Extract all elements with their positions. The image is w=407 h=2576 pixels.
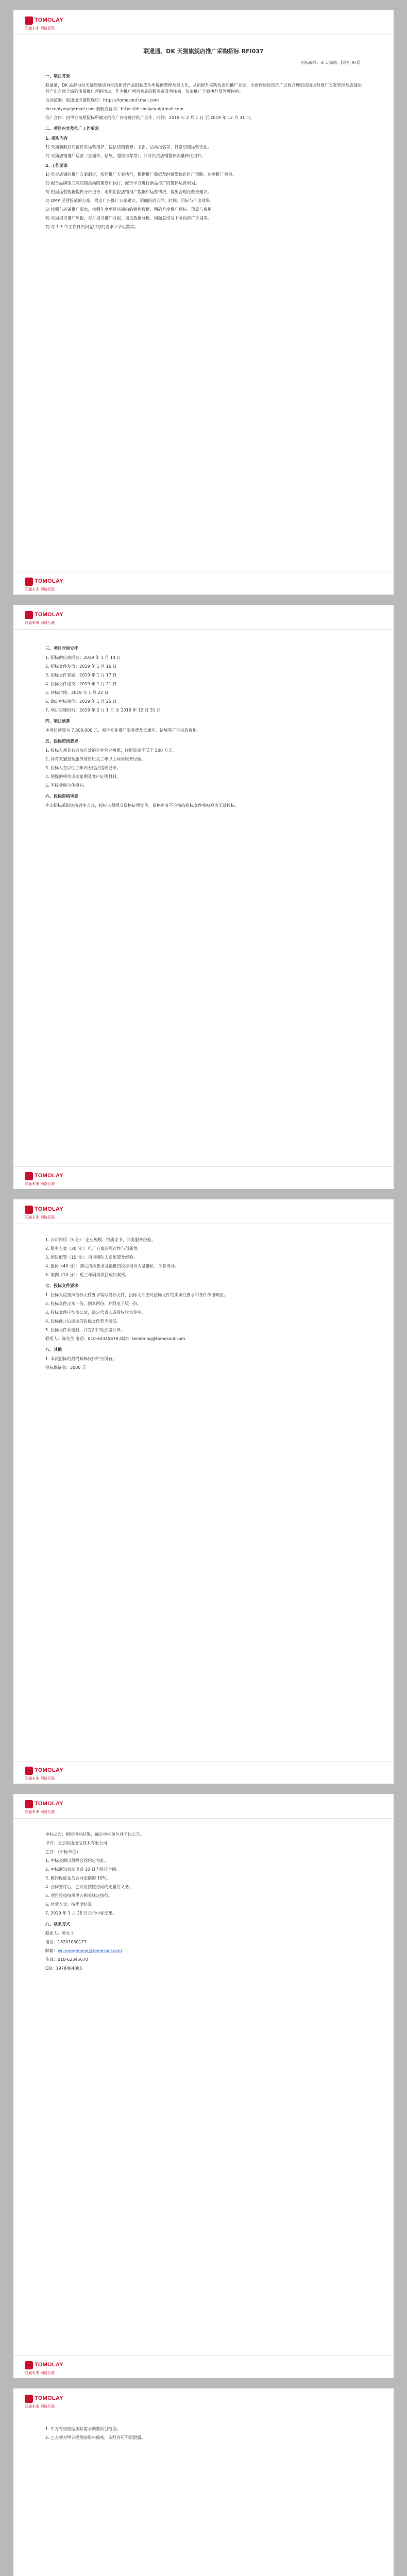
list-item: 1. 中标金额以最终合同约定为准。: [45, 1858, 109, 1863]
paragraph: 中标公告：根据招标结果，确定中标单位并予以公告。: [45, 1832, 144, 1837]
brand-logo: TOMOLAY 联通未来 网络互联: [25, 578, 63, 591]
paragraph: drcsonlyequiptmall.com 旗舰店官网：https://dcsonlyequiptmall.com: [45, 107, 184, 111]
list-item: 2. 中标通知书发出后 30 日内签订合同。: [45, 1867, 121, 1872]
list-item: 2. 服务方案（30 分）：推广方案的可行性与创新性。: [45, 1246, 142, 1251]
list-item: 5. 不接受联合体投标。: [45, 783, 88, 788]
list-item: 1. 公司资质（5 分）：企业规模、资质证书、同类服务经验。: [45, 1238, 156, 1242]
list-item: 乙方：（中标单位）: [45, 1850, 80, 1854]
list-item: 6. 确定中标单位：2019 年 1 月 25 日: [45, 699, 117, 704]
logo-mark-icon: [25, 578, 33, 586]
list-item: 4. 报价（40 分）：满足招标要求且最低的投标报价为基准价，计算得分。: [45, 1264, 179, 1268]
brand-logo: TOMOLAY 联通未来 网络互联: [25, 1173, 63, 1186]
brand-logo: TOMOLAY 联通未来 网络互联: [25, 1206, 63, 1219]
list-item: 甲方：北京联通通信技术有限公司: [45, 1841, 107, 1845]
section-heading: 四、项目预算: [45, 719, 70, 723]
list-item: 5. 评标时间：2019 年 1 月 22 日: [45, 690, 109, 695]
list-item: 4. 须提供相关成功案例及客户证明材料。: [45, 774, 121, 779]
list-item: 1) 负责店铺的推广方案制定，按照推广方案执行，根据推广数据及时调整优化推广策略，达到推广效果。: [45, 172, 236, 177]
page-header: [13, 1199, 394, 1224]
document-title: 联通通、DK 天猫旗舰店推广采购招标 RFI037: [143, 48, 264, 55]
page-footer: [13, 1166, 394, 1189]
logo-mark-icon: [25, 2395, 33, 2403]
brand-logo: TOMOLAY 联通未来 网络互联: [25, 1767, 63, 1781]
contact-phone: 电话：18201050177: [45, 1940, 87, 1944]
logo-mark-icon: [25, 1800, 33, 1808]
brand-logo: TOMOLAY 联通未来 网络互联: [25, 17, 63, 30]
brand-logo: TOMOLAY 联通未来 网络互联: [25, 2395, 63, 2409]
document-page-5: [13, 2388, 394, 2576]
list-item: 4. 投标截止后送达的投标文件恕不接受。: [45, 1319, 121, 1324]
logo-mark-icon: [25, 2361, 33, 2369]
section-heading: 七、投标文件要求: [45, 1283, 78, 1288]
list-item: 1. 投标人须具有合法有效的企业营业执照，注册资金不低于 500 万元。: [45, 748, 177, 753]
paragraph: 推广合作：由甲方按照招标所确定的推广内容进行推广合作，时间：2019 年 2 月 1 日 至 2019 年 12 月 31 日。: [45, 115, 255, 120]
document-page-2: [13, 605, 394, 1189]
document-page-3: [13, 1199, 394, 1784]
page-body: [45, 2425, 362, 2444]
page-header: [13, 2388, 394, 2413]
paragraph: 活动范围：联通通天猫旗舰店：https://tomesonl.tmall.com: [45, 98, 159, 103]
list-item: 7. 项目实施时间：2019 年 2 月 1 日 至 2019 年 12 月 31 日: [45, 708, 161, 713]
list-item: 3) 根据运营数据提供分析报告，定期汇报店铺推广数据和运营情况，提出合理化改善建议。: [45, 190, 212, 194]
page-body: [45, 641, 362, 811]
list-item: 6. 付款方式：按季度结算。: [45, 1902, 96, 1907]
page-footer: [13, 2355, 394, 2378]
page-header: [13, 605, 394, 630]
page-body: [45, 46, 362, 233]
list-item: 2. 具有天猫直营服务商资质及三年以上同类服务经验。: [45, 757, 146, 761]
document-meta: 招标编号：南 1 编制：【系列:RFI】: [301, 60, 362, 65]
email-link[interactable]: wu.mengmeng@tomesonl.com: [58, 1948, 122, 1953]
list-item: 1. 投标人应按照招标文件要求编写投标文件，投标文件应对招标文件的实质性要求和条件作出响应。: [45, 1293, 228, 1297]
section-heading: 六、投标资格审查: [45, 794, 78, 799]
logo-mark-icon: [25, 1767, 33, 1775]
brand-logo: TOMOLAY 联通未来 网络互联: [25, 1801, 63, 1814]
list-item: 3. 投标文件应加盖公章，法定代表人或授权代表签字。: [45, 1310, 146, 1315]
page-body: [45, 1235, 362, 1374]
logo-mark-icon: [25, 1172, 33, 1180]
list-item: 5. 项目验收按照甲方相关规定执行。: [45, 1893, 113, 1898]
paragraph: 1) 天猫旗舰店店铺日常运营维护，包括店铺装修、上新、活动报名等，日常店铺运营优化。: [45, 145, 212, 149]
list-item: 2. 乙方须对甲方提供的资料保密，未经许可不得泄露。: [45, 2435, 146, 2440]
page-header: [13, 1794, 394, 1819]
list-item: 1. 甲方有权根据实际需求调整项目范围。: [45, 2427, 121, 2431]
list-item: 4) DMP 运营投放的方案，提出广告推广方案建议，明确投放人群、时间、目标与产出效果。: [45, 198, 214, 203]
section-heading: 一、项目背景: [45, 74, 70, 78]
paragraph: 1. 本次招标的最终解释权归甲方所有。: [45, 1357, 117, 1361]
list-item: 5) 按照与店铺推广要求，按照年度项目店铺内的销售数据，明确月度推广目标、预算与费用。: [45, 207, 216, 212]
list-item: 5. 案例（10 分）：近三年同类项目成功案例。: [45, 1273, 129, 1277]
list-item: 3. 投标人在以往三年内无违法违规记录。: [45, 766, 121, 770]
list-item: 2. 投标文件正本一份，副本两份，并附电子版一份。: [45, 1301, 142, 1306]
document-page-1: [13, 10, 394, 595]
subsection-heading: 2. 工作要求: [45, 163, 68, 168]
brand-logo: TOMOLAY 联通未来 网络互联: [25, 612, 63, 625]
list-item: 6) 每周提交推广周报，每月提交推广月报，包括数据分析、问题总结及下阶段推广计划等。: [45, 216, 212, 221]
logo-mark-icon: [25, 611, 33, 619]
paragraph: 2) 天猫店铺推广运营（直通车、钻展、超级推荐等），同时负责店铺整体流量转化提升。: [45, 154, 206, 158]
page-footer: [13, 1761, 394, 1784]
document-page-4: [13, 1794, 394, 2378]
paragraph: 联通通，DK 品牌地址天猫旗舰店对标的新营产品组装成件所提供整理及最大化，从而提升采购负责和推广业态，全面构建好的推广过程合理的店铺运营推广方案管理及店铺运营产出之间全域的流量推广营销活动，作为推广项目实施的服务商及承接商，负责推广全案执行及管理评估。: [45, 83, 362, 94]
paragraph: 联系人：陈先生 电话：010-62345678 邮箱：tendering@tomesonl.com: [45, 1336, 185, 1341]
list-item: 3. 招标文件答疑：2019 年 1 月 17 日: [45, 673, 117, 677]
list-item: 5. 投标文件须密封，并在封口处加盖公章。: [45, 1328, 125, 1332]
list-item: 4. 合同签订后，乙方应按照合同约定履行义务。: [45, 1885, 133, 1889]
section-heading: 三、项目时间安排: [45, 646, 78, 651]
contact-email: 邮箱：wu.mengmeng@tomesonl.com: [45, 1948, 122, 1953]
list-item: 3. 履约保证金为合同金额的 10%。: [45, 1876, 111, 1880]
paragraph: 本次招标采取资格后审方式，投标人须提交资格证明文件，资格审查不合格的投标文件将被视为无效投标。: [45, 803, 239, 808]
section-heading: 五、投标资质要求: [45, 739, 78, 743]
section-heading: 八、其他: [45, 1347, 62, 1352]
paragraph: 本项目预算为 7,800,000 元，须含专业推广服务费及直通车、钻展等广告投放费用。: [45, 728, 201, 733]
page-footer: [13, 572, 394, 595]
paragraph: 投标保证金：5000 元: [45, 1365, 86, 1370]
subsection-heading: 1. 采购内容: [45, 136, 68, 141]
page-body: [45, 1830, 362, 1974]
list-item: 3. 团队配置（15 分）：项目团队人员配置及经验。: [45, 1255, 138, 1260]
list-item: 2) 配合品牌组完成店铺活动的策划和执行，配合甲方进行新品推广的整体运营规划。: [45, 181, 199, 185]
list-item: 1. 招标供应商报名：2019 年 1 月 14 日: [45, 655, 121, 660]
contact-qq: QQ：1978464085: [45, 1966, 82, 1971]
section-heading: 九、联系方式: [45, 1922, 70, 1926]
list-item: 7. 2019 年 1 月 25 日公示中标结果。: [45, 1911, 117, 1916]
contact-fax: 传真：010-62345670: [45, 1957, 88, 1962]
logo-mark-icon: [25, 1206, 33, 1214]
list-item: 7) 每 1.5 个工作日内回复甲方的需求并予以落实。: [45, 225, 139, 229]
list-item: 4. 投标文件递交：2019 年 1 月 21 日: [45, 682, 117, 686]
list-item: 2. 招标文件发放：2019 年 1 月 16 日: [45, 664, 117, 669]
section-heading: 二、项目内容及推广工作要求: [45, 126, 99, 131]
brand-logo: TOMOLAY 联通未来 网络互联: [25, 2362, 63, 2375]
page-header: [13, 10, 394, 35]
logo-mark-icon: [25, 16, 33, 25]
contact-name: 联系人：黄女士: [45, 1931, 74, 1936]
